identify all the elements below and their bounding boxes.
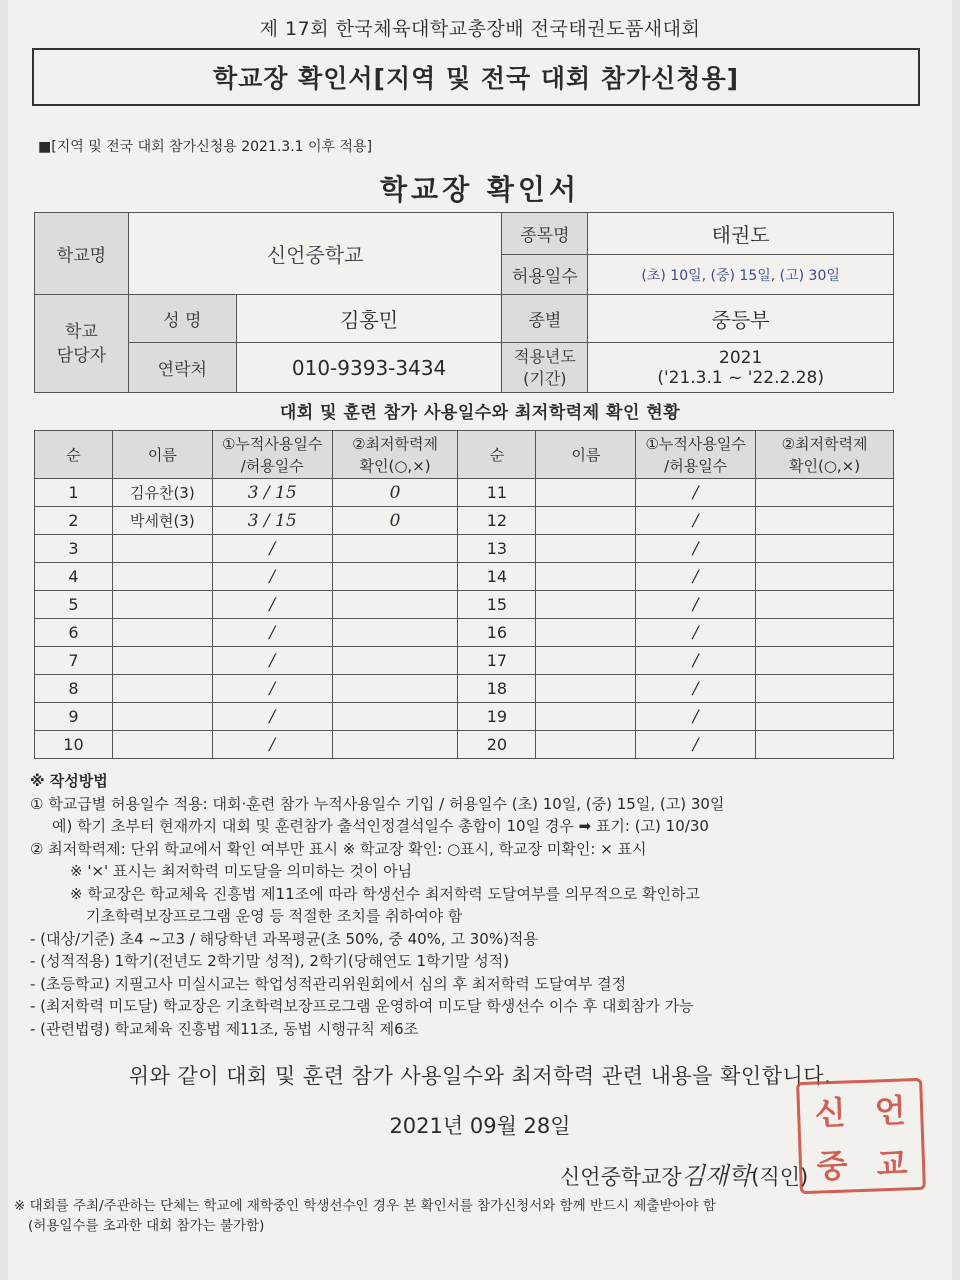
student-name: 박세현(3): [112, 507, 212, 535]
academic-check: [756, 619, 894, 647]
row-number: 7: [35, 647, 113, 675]
row-number: 6: [35, 619, 113, 647]
instruction-line: - (최저학력 미도달) 학교장은 기초학력보장프로그램 운영하여 미도달 학생선수 이수 후 대회참가 가능: [30, 997, 694, 1015]
row-number: 9: [35, 703, 113, 731]
instruction-line: - (성적적용) 1학기(전년도 2학기말 성적), 2학기(당해연도 1학기말 성적): [30, 952, 510, 970]
academic-check: [756, 591, 894, 619]
academic-check: [332, 675, 458, 703]
used-days: /: [636, 563, 756, 591]
row-number: 11: [458, 479, 536, 507]
student-name: [112, 731, 212, 759]
footer-note: [14, 1196, 944, 1236]
student-name: [112, 675, 212, 703]
form-title: 학교장 확인서: [379, 173, 581, 206]
row-number: 14: [458, 563, 536, 591]
used-days: /: [212, 703, 332, 731]
academic-check: [756, 479, 894, 507]
academic-check: 0: [332, 479, 458, 507]
used-days: /: [636, 619, 756, 647]
row-number: 18: [458, 675, 536, 703]
student-name: [112, 563, 212, 591]
used-days: /: [636, 535, 756, 563]
used-days: 3 / 15: [212, 479, 332, 507]
row-number: 2: [35, 507, 113, 535]
seal-char: 신: [814, 1093, 847, 1133]
name-value: 김홍민: [236, 295, 502, 343]
sport-value: 태권도: [588, 213, 894, 255]
document-sheet: [8, 0, 952, 1280]
col-name: 이름: [536, 431, 636, 479]
academic-check: [332, 647, 458, 675]
row-number: 15: [458, 591, 536, 619]
student-name: [536, 507, 636, 535]
document-title: 학교장 확인서[지역 및 전국 대회 참가신청용]: [212, 64, 740, 93]
competition-title: 제 17회 한국체육대학교총장배 전국태권도품새대회: [259, 18, 701, 40]
table-row: [35, 563, 894, 591]
student-name: [536, 675, 636, 703]
col-academic: ②최저학력제 확인(○,×): [756, 431, 894, 479]
academic-check: [756, 647, 894, 675]
school-seal-stamp: [796, 1078, 926, 1194]
footer-line: (허용일수를 초과한 대회 참가는 불가함): [28, 1218, 265, 1234]
academic-check: 0: [332, 507, 458, 535]
col-no: 순: [35, 431, 113, 479]
table-row: [35, 591, 894, 619]
used-days: 3 / 15: [212, 507, 332, 535]
instruction-line: ※ '×' 표시는 최저학력 미도달을 의미하는 것이 아님: [70, 862, 413, 880]
issue-date: 2021년 09월 28일: [389, 1114, 571, 1138]
table-row: [35, 675, 894, 703]
row-number: 4: [35, 563, 113, 591]
year-label: 적용년도 (기간): [502, 343, 588, 393]
col-name: 이름: [112, 431, 212, 479]
school-label: 학교명: [35, 213, 129, 295]
academic-check: [332, 703, 458, 731]
used-days: /: [636, 647, 756, 675]
academic-check: [756, 563, 894, 591]
used-days: /: [636, 507, 756, 535]
student-name: [112, 703, 212, 731]
col-days: ①누적사용일수 /허용일수: [636, 431, 756, 479]
row-number: 20: [458, 731, 536, 759]
row-number: 16: [458, 619, 536, 647]
row-number: 3: [35, 535, 113, 563]
col-academic: ②최저학력제 확인(○,×): [332, 431, 458, 479]
sport-label: 종목명: [502, 213, 588, 255]
student-name: [536, 563, 636, 591]
days-value: (초) 10일, (중) 15일, (고) 30일: [588, 255, 894, 295]
school-value: 신언중학교: [128, 213, 502, 295]
academic-check: [756, 731, 894, 759]
seal-char: 언: [874, 1090, 907, 1130]
instruction-line: ※ 학교장은 학교체육 진흥법 제11조에 따라 학생선수 최저학력 도달여부를 의무적으로 확인하고: [70, 884, 700, 903]
signer-line: [560, 1156, 808, 1191]
instruction-line: ② 최저학력제: 단위 학교에서 확인 여부만 표시 ※ 학교장 확인: ○표시, 학교장 미확인: × 표시: [30, 839, 647, 858]
row-number: 17: [458, 647, 536, 675]
manager-label: 학교 담당자: [35, 295, 129, 393]
year-period: ('21.3.1 ~ '22.2.28): [657, 367, 824, 388]
academic-check: [332, 731, 458, 759]
student-name: [112, 591, 212, 619]
academic-check: [756, 535, 894, 563]
applicability-note: ■[지역 및 전국 대회 참가신청용 2021.3.1 이후 적용]: [38, 139, 373, 155]
used-days: /: [212, 675, 332, 703]
student-name: [112, 647, 212, 675]
row-number: 8: [35, 675, 113, 703]
table-row: [35, 479, 894, 507]
seal-char: 중: [815, 1146, 849, 1186]
used-days: /: [636, 591, 756, 619]
row-number: 5: [35, 591, 113, 619]
section-title: 대회 및 훈련 참가 사용일수와 최저학력제 확인 현황: [279, 403, 681, 423]
writing-instructions: [30, 770, 930, 1040]
row-number: 13: [458, 535, 536, 563]
used-days: /: [212, 535, 332, 563]
table-row: [35, 619, 894, 647]
used-days: /: [212, 731, 332, 759]
table-row: [35, 703, 894, 731]
used-days: /: [212, 619, 332, 647]
used-days: /: [636, 675, 756, 703]
row-number: 12: [458, 507, 536, 535]
student-name: 김유찬(3): [112, 479, 212, 507]
academic-check: [332, 563, 458, 591]
used-days: /: [212, 591, 332, 619]
used-days: /: [212, 563, 332, 591]
instruction-line: ① 학교급별 허용일수 적용: 대회·훈련 참가 누적사용일수 기입 / 허용일수 (초) 10일, (중) 15일, (고) 30일: [30, 794, 725, 813]
name-label: 성 명: [128, 295, 236, 343]
student-name: [536, 647, 636, 675]
student-name: [536, 591, 636, 619]
used-days: /: [212, 647, 332, 675]
year-value: 2021: [719, 347, 763, 368]
used-days: /: [636, 703, 756, 731]
academic-check: [756, 675, 894, 703]
principal-signature: 김재학: [681, 1162, 752, 1190]
student-name: [536, 703, 636, 731]
academic-check: [332, 535, 458, 563]
used-days: /: [636, 731, 756, 759]
school-info-table: [34, 212, 894, 393]
academic-check: [332, 591, 458, 619]
seal-char: 교: [875, 1143, 909, 1183]
instruction-line: 예) 학기 초부터 현재까지 대회 및 훈련참가 출석인정결석일수 총합이 10일 경우 ➡ 표기: (고) 10/30: [52, 817, 709, 835]
student-name: [112, 619, 212, 647]
academic-check: [756, 507, 894, 535]
row-number: 10: [35, 731, 113, 759]
contact-label: 연락처: [128, 343, 236, 393]
seal-suffix: (직인): [751, 1165, 809, 1189]
table-row: [35, 535, 894, 563]
footer-line: ※ 대회를 주최/주관하는 단체는 학교에 재학중인 학생선수인 경우 본 확인서를 참가신청서와 함께 반드시 제출받아야 함: [14, 1198, 716, 1214]
contact-value: 010-9393-3434: [236, 343, 502, 393]
signer-title: 신언중학교장: [560, 1165, 682, 1189]
year-cell: [588, 343, 894, 393]
used-days: /: [636, 479, 756, 507]
days-label: 허용일수: [502, 255, 588, 295]
table-row: [35, 507, 894, 535]
student-name: [112, 535, 212, 563]
academic-check: [332, 619, 458, 647]
confirmation-statement: 위와 같이 대회 및 훈련 참가 사용일수와 최저학력 관련 내용을 확인합니다.: [128, 1064, 832, 1088]
division-label: 종별: [502, 295, 588, 343]
academic-check: [756, 703, 894, 731]
row-number: 19: [458, 703, 536, 731]
document-title-box: [32, 48, 920, 106]
division-value: 중등부: [588, 295, 894, 343]
instruction-line: 기초학력보장프로그램 운영 등 적절한 조치를 취하여야 함: [86, 907, 463, 925]
instructions-heading: ※ 작성방법: [30, 772, 108, 790]
row-number: 1: [35, 479, 113, 507]
student-name: [536, 535, 636, 563]
participation-table: [34, 430, 894, 759]
table-row: [35, 647, 894, 675]
student-name: [536, 619, 636, 647]
instruction-line: - (관련법령) 학교체육 진흥법 제11조, 동법 시행규칙 제6조: [30, 1019, 419, 1038]
table-row: [35, 731, 894, 759]
instruction-line: - (대상/기준) 초4 ~고3 / 해당학년 과목평균(초 50%, 중 40%, 고 30%)적용: [30, 929, 538, 948]
instruction-line: - (초등학교) 지필고사 미실시교는 학업성적관리위원회에서 심의 후 최저학력 도달여부 결정: [30, 974, 627, 993]
student-name: [536, 479, 636, 507]
col-days: ①누적사용일수 /허용일수: [212, 431, 332, 479]
student-name: [536, 731, 636, 759]
col-no: 순: [458, 431, 536, 479]
